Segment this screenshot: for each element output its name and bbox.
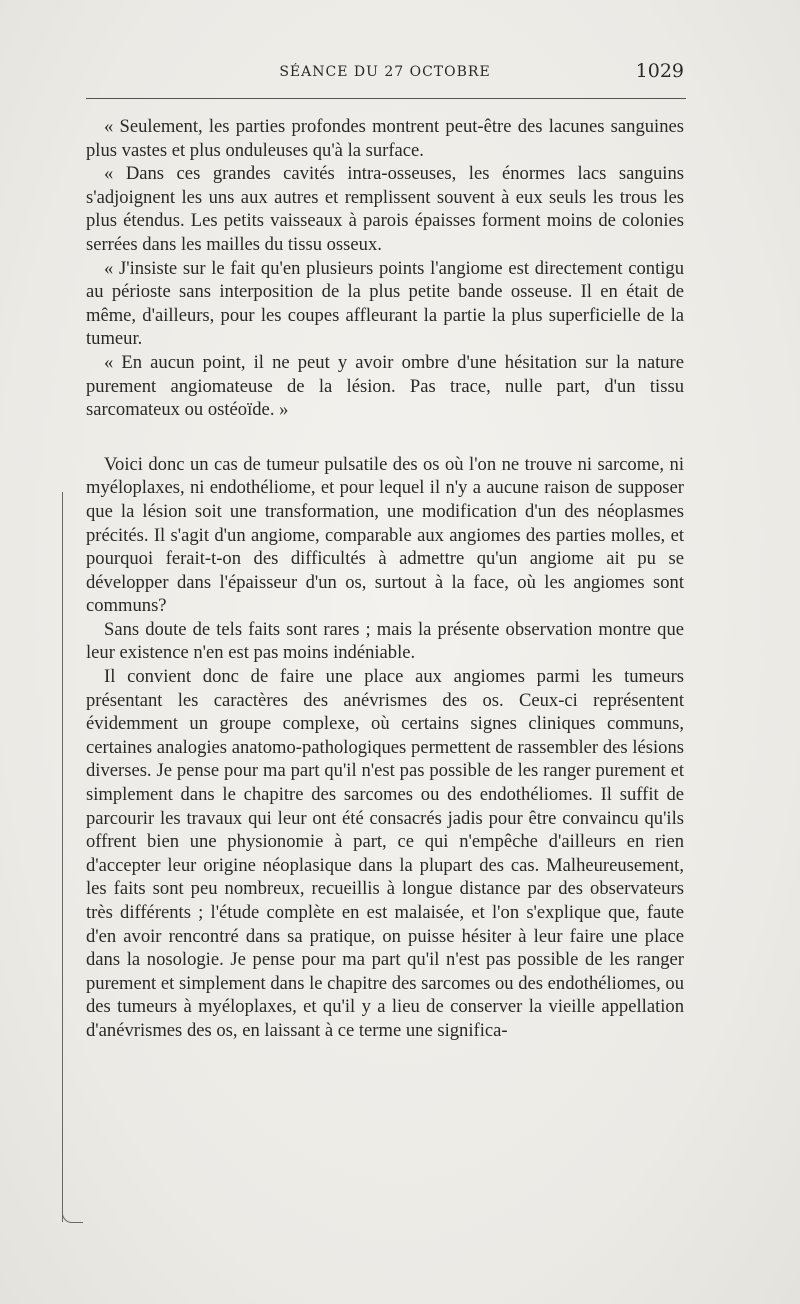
header-title: SÉANCE DU 27 OCTOBRE	[279, 64, 491, 80]
paragraph-4: « En aucun point, il ne peut y avoir ombre d'une hésitation sur la nature purement angiomateuse de la lésion. Pas trace, nulle part, d'un tissu sarcomateux ou ostéoïde. »	[86, 351, 684, 421]
running-header	[86, 58, 684, 88]
page-number: 1029	[635, 60, 684, 82]
paragraph-7: Il convient donc de faire une place aux angiomes parmi les tumeurs présentant les caractères des anévrismes des os. Ceux-ci représentent évidemment un groupe complexe, où certains signes cliniques communs, certaines analogies anatomo-pathologiques permettent de rassembler des lésions diverses. Je pense pour ma part qu'il n'est pas possible de les ranger purement et simplement dans le chapitre des sarcomes ou des endothéliomes. Il suffit de parcourir les travaux qui leur ont été consacrés jadis pour être convaincu qu'ils offrent bien une physionomie à part, ce qui n'empêche d'ailleurs en rien d'accepter leur origine néoplasique dans la plupart des cas. Malheureusement, les faits sont peu nombreux, recueillis à longue distance par des observateurs très différents ; l'étude complète en est malaisée, et l'on s'explique que, faute d'en avoir rencontré dans sa pratique, on puisse hésiter à leur faire une place dans la nosologie. Je pense pour ma part qu'il n'est pas possible de les ranger purement et simplement dans le chapitre des sarcomes ou des endothéliomes, ou des tumeurs à myéloplaxes, et qu'il y a lieu de conserver la vieille appellation d'anévrismes des os, en laissant à ce terme une significa-	[86, 666, 684, 1041]
margin-bracket	[62, 492, 73, 1222]
paragraph-1: « Seulement, les parties profondes montrent peut-être des lacunes sanguines plus vastes et plus onduleuses qu'à la surface.	[86, 116, 684, 161]
header-rule	[86, 98, 686, 99]
paragraph-3: « J'insiste sur le fait qu'en plusieurs points l'angiome est directement contigu au périoste sans interposition de la plus petite bande osseuse. Il en était de même, d'ailleurs, pour les coupes affleurant la partie la plus superficielle de la tumeur.	[86, 257, 684, 350]
body-text	[86, 115, 684, 1043]
paragraph-5: Voici donc un cas de tumeur pulsatile des os où l'on ne trouve ni sarcome, ni myéloplaxes, ni endothéliome, et pour lequel il n'y a aucune raison de supposer que la lésion soit une transformation, une modification d'un des néoplasmes précités. Il s'agit d'un angiome, comparable aux angiomes des parties molles, et pourquoi ferait-t-on des difficultés à admettre qu'un angiome ait pu se développer dans l'épaisseur d'un os, surtout à la face, où les angiomes sont communs?	[86, 453, 684, 617]
margin-bracket-foot	[62, 1210, 83, 1223]
paragraph-6: Sans doute de tels faits sont rares ; mais la présente observation montre que leur existence n'en est pas moins indéniable.	[86, 618, 684, 664]
paragraph-2: « Dans ces grandes cavités intra-osseuses, les énormes lacs sanguins s'adjoignent les uns aux autres et remplissent souvent à eux seuls les trous les plus étendus. Les petits vaisseaux à parois épaisses forment moins de colonies serrées dans les mailles du tissu osseux.	[86, 163, 684, 255]
